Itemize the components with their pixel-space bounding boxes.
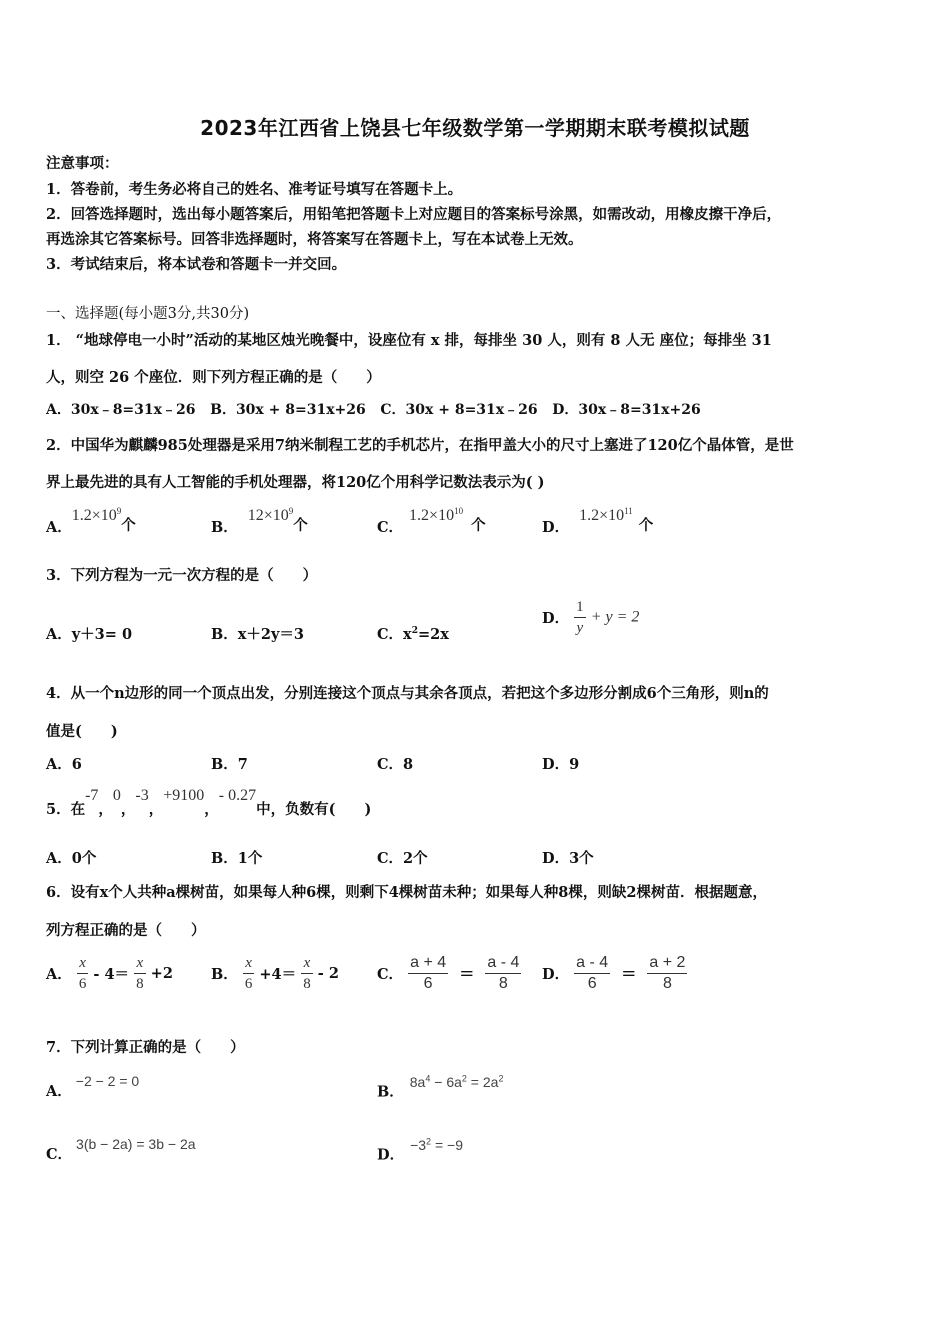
q6-option-d: D． $\frac{a - 4}{6}$ = $\frac{a + 2}{8}$ <box>542 954 686 992</box>
q4-line2: 值是( ) <box>46 723 118 740</box>
page-title: 2023年江西省上饶县七年级数学第一学期期末联考模拟试题 <box>200 116 750 140</box>
q2-option-d: D．$1.2\times 10^{11}$个 <box>542 506 654 536</box>
q5-value-1: -7 <box>85 787 99 804</box>
q4-option-c: C．8 <box>377 756 414 773</box>
q4-option-a: A．6 <box>46 756 82 773</box>
q5-option-d: D．3个 <box>542 850 594 867</box>
q6-line2: 列方程正确的是（ ） <box>46 922 206 939</box>
q4-line1: 4．从一个n边形的同一个顶点出发，分别连接这个顶点与其余各顶点，若把这个多边形分割成6个三角形，则n的 <box>46 685 769 702</box>
q3-option-d: D． $\frac{1}{y}$ + y = 2 <box>542 599 640 636</box>
q3-d-fraction: $\frac{1}{y}$ <box>576 599 584 636</box>
q6-option-a: A． $\frac{x}{6}$ - 4＝ $\frac{x}{8}$ +2 <box>46 955 173 992</box>
q6-line1: 6．设有x个人共种a棵树苗，如果每人种6棵，则剩下4棵树苗未种；如果每人种8棵，则缺2棵树苗．根据题意， <box>46 884 767 901</box>
q2-line2: 界上最先进的具有人工智能的手机处理器，将120亿个用科学记数法表示为( ) <box>46 474 545 491</box>
q7-option-b: B．$8a^4 - 6a^2 = 2a^2$ <box>377 1073 504 1101</box>
notice-item-2a: 2．回答选择题时，选出每小题答案后，用铅笔把答题卡上对应题目的答案标号涂黑，如需改动，用橡皮擦干净后， <box>46 206 782 223</box>
q7-option-a: A．−2 − 2 = 0 <box>46 1073 140 1100</box>
q5-value-4: +9100 <box>163 787 205 804</box>
q1-line2: 人，则空 26 个座位．则下列方程正确的是（ ） <box>46 369 381 386</box>
q7-stem: 7．下列计算正确的是（ ） <box>46 1039 245 1056</box>
q3-option-a: A．y＋3= 0 <box>46 626 133 643</box>
q5-option-b: B．1个 <box>211 850 263 867</box>
q1-option-a: A．30x﹣8=31x﹣26 <box>46 402 196 418</box>
q7-option-c: C．3(b − 2a) = 3b − 2a <box>46 1136 196 1163</box>
notice-item-3: 3．考试结束后，将本试卷和答题卡一并交回。 <box>46 256 347 273</box>
q1-line1: 1． “地球停电一小时”活动的某地区烛光晚餐中，设座位有 x 排，每排坐 30 人，则有 8 人无 座位；每排坐 31 <box>46 332 772 349</box>
q1-option-b: B．30x + 8=31x+26 <box>210 402 366 418</box>
q5-value-3: -3 <box>135 787 149 804</box>
q4-option-d: D．9 <box>542 756 580 773</box>
q6-option-b: B． $\frac{x}{6}$ +4＝ $\frac{x}{8}$ - 2 <box>211 955 339 992</box>
notice-item-1: 1．答卷前，考生务必将自己的姓名、准考证号填写在答题卡上。 <box>46 181 463 198</box>
q3-stem: 3．下列方程为一元一次方程的是（ ） <box>46 567 318 584</box>
q2-option-b: B．$12\times 10^9$个 <box>211 506 308 536</box>
q1-option-d: D．30x﹣8=31x+26 <box>552 402 701 418</box>
q6-option-c: C． $\frac{a + 4}{6}$ = $\frac{a - 4}{8}$ <box>377 954 520 992</box>
q5-option-c: C．2个 <box>377 850 428 867</box>
q4-option-b: B．7 <box>211 756 248 773</box>
q3-option-c: C．$x^2=2x$ <box>377 626 449 643</box>
notice-heading: 注意事项： <box>46 155 119 172</box>
q2-option-a: A．$1.2\times 10^9$个 <box>46 506 136 536</box>
q5-stem: 5．在-7，0，-3，+9100，- 0.27中，负数有( ) <box>46 787 372 818</box>
q5-value-5: - 0.27 <box>218 787 257 804</box>
q2-option-c: C．$1.2\times 10^{10}$个 <box>377 506 486 536</box>
q1-options <box>46 399 701 419</box>
q3-option-b: B．x＋2y＝3 <box>211 626 305 643</box>
q1-option-c: C．30x + 8=31x﹣26 <box>380 402 538 418</box>
q5-option-a: A．0个 <box>46 850 97 867</box>
notice-item-2b: 再选涂其它答案标号。回答非选择题时，将答案写在答题卡上，写在本试卷上无效。 <box>46 231 583 248</box>
q7-option-d: D．$-3^2 = -9$ <box>377 1136 463 1164</box>
q5-value-2: 0 <box>112 787 121 804</box>
section-heading: 一、选择题(每小题3分,共30分) <box>46 306 250 322</box>
q2-line1: 2．中国华为麒麟985处理器是采用7纳米制程工艺的手机芯片，在指甲盖大小的尺寸上塞进了120亿个晶体管，是世 <box>46 437 794 454</box>
